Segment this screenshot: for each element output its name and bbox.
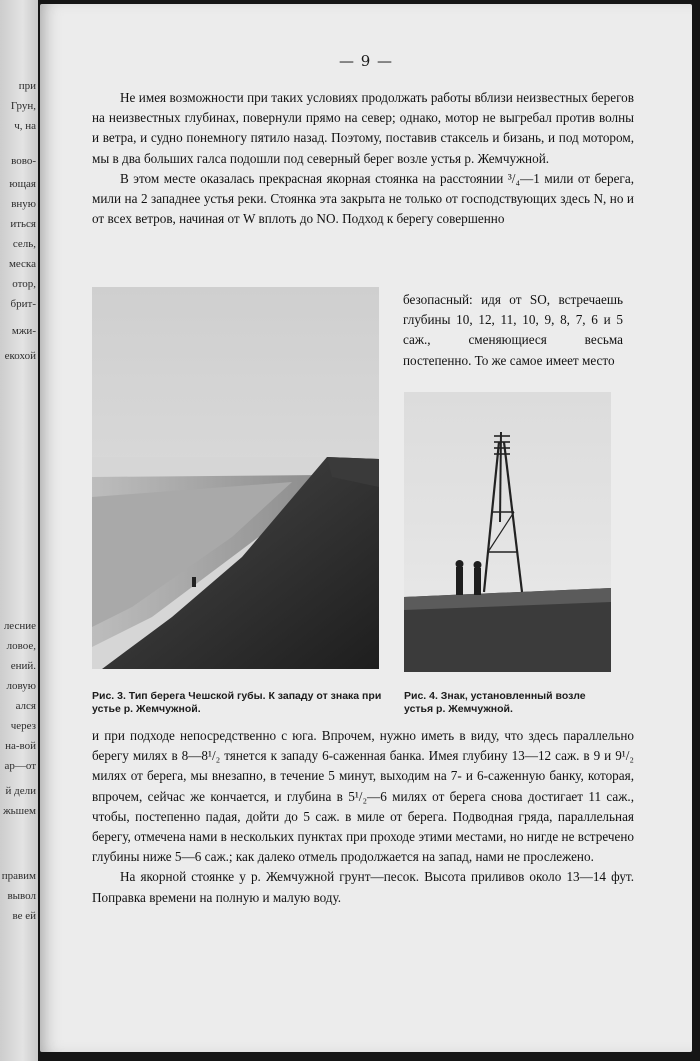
paragraph: На якорной стоянке у р. Жемчужной грунт—песок. Высота приливов около 13—14 фут. Поправка времени на полную и малую воду. xyxy=(92,869,634,905)
left-page-fragment: брит- xyxy=(10,298,36,310)
paragraph: и при подходе непосредственно с юга. Впрочем, нужно иметь в виду, что здесь параллельно берегу милях в 8—8¹/₂ тянется к западу 6-саженная банка. Имея глубину 13—12 саж. в 9 и 9¹/₂ милях от берега, мы внезапно, в течение 5 минут, выходим на 7- и 6-саженную банку, которая, впрочем, сейчас же кончается, и глубина в 5¹/₂—6 милях от берега снова достигает 11 саж., чтобы, постепенно падая, дойти до 5 саж. в миле от берега. Подводная гряда, параллельная берегу, отмечена нами в нескольких пунктах при проходе этими местами, но нигде не встречено глубины ниже 5—6 саж.; как далеко отмель продолжается на запад, нами не прослежено. xyxy=(92,728,634,865)
left-page-fragment: ался xyxy=(15,700,36,712)
book-page xyxy=(40,4,692,1052)
left-page-fragment: екохой xyxy=(4,350,36,362)
left-page-fragment: Грун, xyxy=(10,100,36,112)
paragraph: Не имея возможности при таких условиях продолжать работы вблизи неизвестных берегов на неизвестных глубинах, повернули прямо на север; однако, мотор не выгребал против волны и ветра, и судно понемногу пятило назад. Поэтому, поставив стаксель и бизань, и под мотором, мы в два больших галса подошли под северный берег возле устья р. Жемчужной. xyxy=(92,90,634,166)
left-page-fragment: правим xyxy=(1,870,36,882)
left-page-fragment: ч, на xyxy=(14,120,36,132)
left-page-fragment: на-вой xyxy=(5,740,36,752)
left-page-fragment: отор, xyxy=(12,278,36,290)
left-page-fragment: иться xyxy=(10,218,36,230)
left-page-fragment: лесние xyxy=(3,620,36,632)
left-page-fragment: жьшем xyxy=(3,805,36,817)
left-page-fragment: ар—от xyxy=(4,760,36,772)
left-page-fragment: сель, xyxy=(12,238,36,250)
paragraph: безопасный: идя от SO, встречаешь глубины 10, 12, 11, 10, 9, 8, 7, 6 и 5 саж., сменяющиеся весьма постепенно. То же самое имеет место xyxy=(403,292,623,368)
left-page-fragment: вную xyxy=(11,198,36,210)
left-page-edge xyxy=(0,0,38,1061)
left-page-fragment: ловую xyxy=(6,680,36,692)
body-text-top xyxy=(92,88,634,229)
left-page-fragment: ве ей xyxy=(12,910,36,922)
left-page-fragment: при xyxy=(18,80,36,92)
caption-figure-3: Рис. 3. Тип берега Чешской губы. К западу от знака при устье р. Жемчужной. xyxy=(92,690,382,715)
page-number: — 9 — xyxy=(338,52,394,70)
left-page-fragment: ловое, xyxy=(6,640,36,652)
left-page-fragment: ющая xyxy=(9,178,36,190)
left-page-fragment: вово- xyxy=(11,155,36,167)
photo-coast-bluff xyxy=(92,287,379,669)
left-page-fragment: меска xyxy=(8,258,36,270)
paragraph: В этом месте оказалась прекрасная якорная стоянка на расстоянии ³/₄—1 мили от берега, мили на 2 западнее устья реки. Стоянка эта закрыта не только от господствующих здесь N, но и от всех ветров, начиная от W вплоть до NO. Подход к берегу совершенно xyxy=(92,170,634,227)
left-page-fragment: й дели xyxy=(5,785,36,797)
photo-survey-marker xyxy=(404,392,611,672)
body-text-bottom xyxy=(92,726,634,908)
left-page-fragment: ений. xyxy=(10,660,36,672)
left-page-fragment: мжи- xyxy=(11,325,36,337)
narrow-column-text xyxy=(403,290,623,371)
left-page-fragment: вывол xyxy=(7,890,36,902)
left-page-fragment: через xyxy=(10,720,36,732)
caption-figure-4: Рис. 4. Знак, установленный возле устья р. Жемчужной. xyxy=(404,690,586,715)
